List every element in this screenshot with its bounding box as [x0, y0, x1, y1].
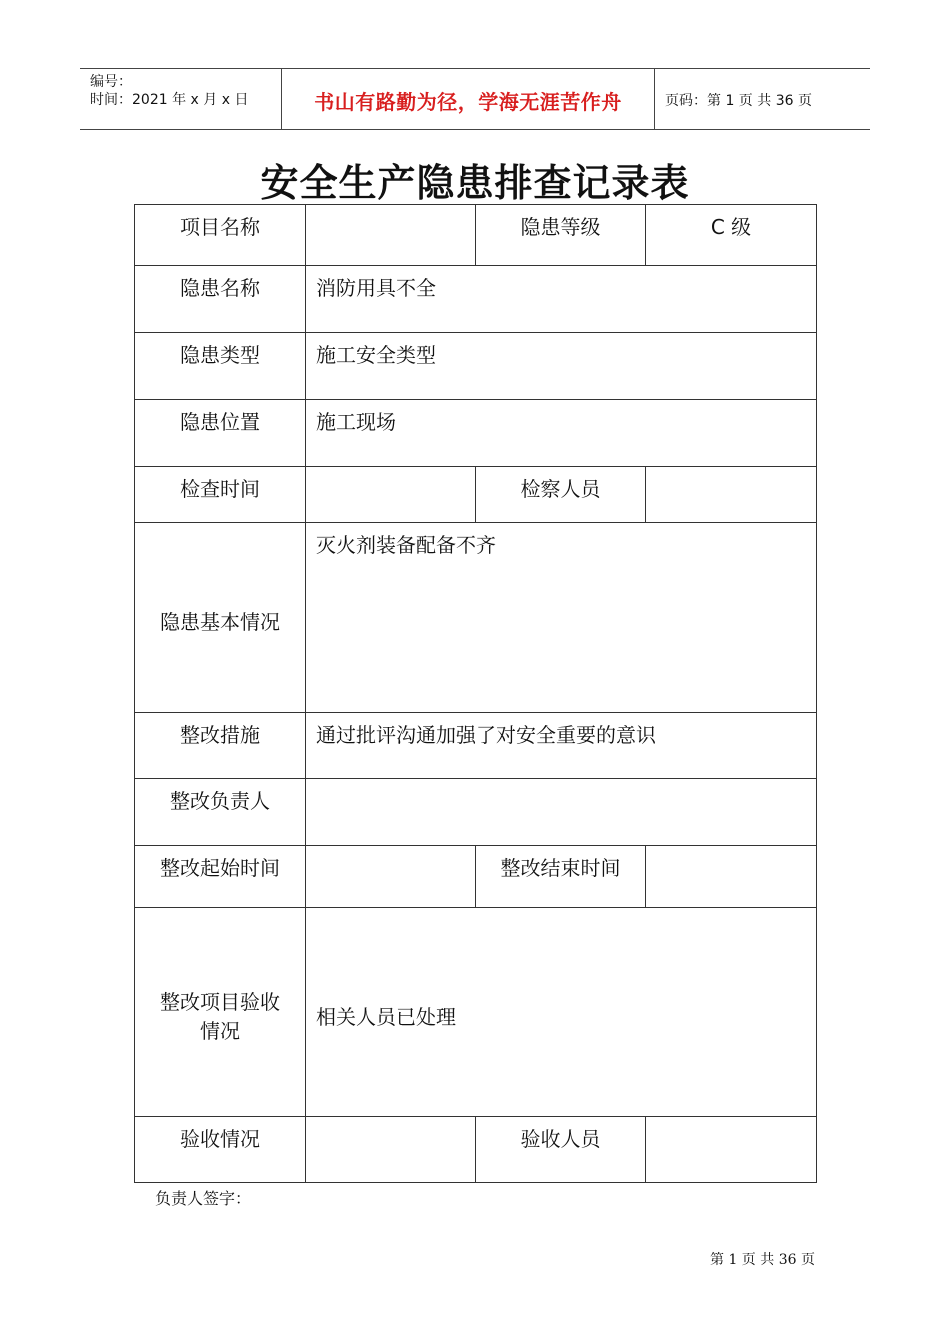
rectification-start-time-label: 整改起始时间 — [135, 846, 306, 908]
table-row — [135, 1117, 817, 1183]
table-row — [135, 846, 817, 908]
document-time-label: 时间：2021 年 x 月 x 日 — [90, 92, 249, 108]
header-motto: 书山有路勤为径，学海无涯苦作舟 — [314, 90, 622, 114]
hazard-situation-value[interactable]: 灭火剂装备配备不齐 — [306, 523, 817, 713]
rectification-start-time-value[interactable] — [306, 846, 476, 908]
header-page-cell — [655, 69, 870, 129]
header-motto-cell — [281, 69, 655, 129]
table-row — [135, 205, 817, 266]
table-row — [135, 713, 817, 779]
rectification-responsible-value[interactable] — [306, 779, 817, 846]
rectification-end-time-label: 整改结束时间 — [476, 846, 646, 908]
acceptor-label: 验收人员 — [476, 1117, 646, 1183]
hazard-location-label: 隐患位置 — [135, 400, 306, 467]
hazard-location-value[interactable]: 施工现场 — [306, 400, 817, 467]
check-time-value[interactable] — [306, 467, 476, 523]
hazard-type-label: 隐患类型 — [135, 333, 306, 400]
table-row — [135, 400, 817, 467]
hazard-type-value[interactable]: 施工安全类型 — [306, 333, 817, 400]
acceptance-detail-value[interactable]: 相关人员已处理 — [306, 908, 817, 1117]
acceptor-value[interactable] — [646, 1117, 817, 1183]
acceptance-status-label: 验收情况 — [135, 1117, 306, 1183]
table-row — [135, 523, 817, 713]
hazard-record-table — [134, 204, 817, 1183]
rectification-measures-label: 整改措施 — [135, 713, 306, 779]
table-row — [135, 333, 817, 400]
signer-label: 负责人签字： — [155, 1189, 252, 1208]
table-row — [135, 467, 817, 523]
hazard-grade-value[interactable]: C 级 — [646, 205, 817, 266]
acceptance-detail-label-line2: 情况 — [200, 1019, 240, 1043]
rectification-end-time-value[interactable] — [646, 846, 817, 908]
hazard-grade-label: 隐患等级 — [476, 205, 646, 266]
hazard-name-value[interactable]: 消防用具不全 — [306, 266, 817, 333]
document-title: 安全生产隐患排查记录表 — [260, 160, 690, 205]
acceptance-detail-label — [135, 908, 306, 1117]
page-header — [80, 68, 870, 130]
inspector-value[interactable] — [646, 467, 817, 523]
page-footer: 第 1 页 共 36 页 — [710, 1252, 815, 1268]
check-time-label: 检查时间 — [135, 467, 306, 523]
table-row — [135, 779, 817, 846]
document-number-label: 编号： — [90, 74, 132, 90]
rectification-measures-value[interactable]: 通过批评沟通加强了对安全重要的意识 — [306, 713, 817, 779]
inspector-label: 检察人员 — [476, 467, 646, 523]
table-row — [135, 266, 817, 333]
acceptance-status-value[interactable] — [306, 1117, 476, 1183]
project-name-value[interactable] — [306, 205, 476, 266]
hazard-name-label: 隐患名称 — [135, 266, 306, 333]
header-page-number: 页码：第 1 页 共 36 页 — [665, 93, 812, 109]
hazard-situation-label: 隐患基本情况 — [135, 523, 306, 713]
rectification-responsible-label: 整改负责人 — [135, 779, 306, 846]
table-row — [135, 908, 817, 1117]
project-name-label: 项目名称 — [135, 205, 306, 266]
acceptance-detail-label-line1: 整改项目验收 — [160, 990, 280, 1014]
header-info-cell — [80, 69, 281, 129]
